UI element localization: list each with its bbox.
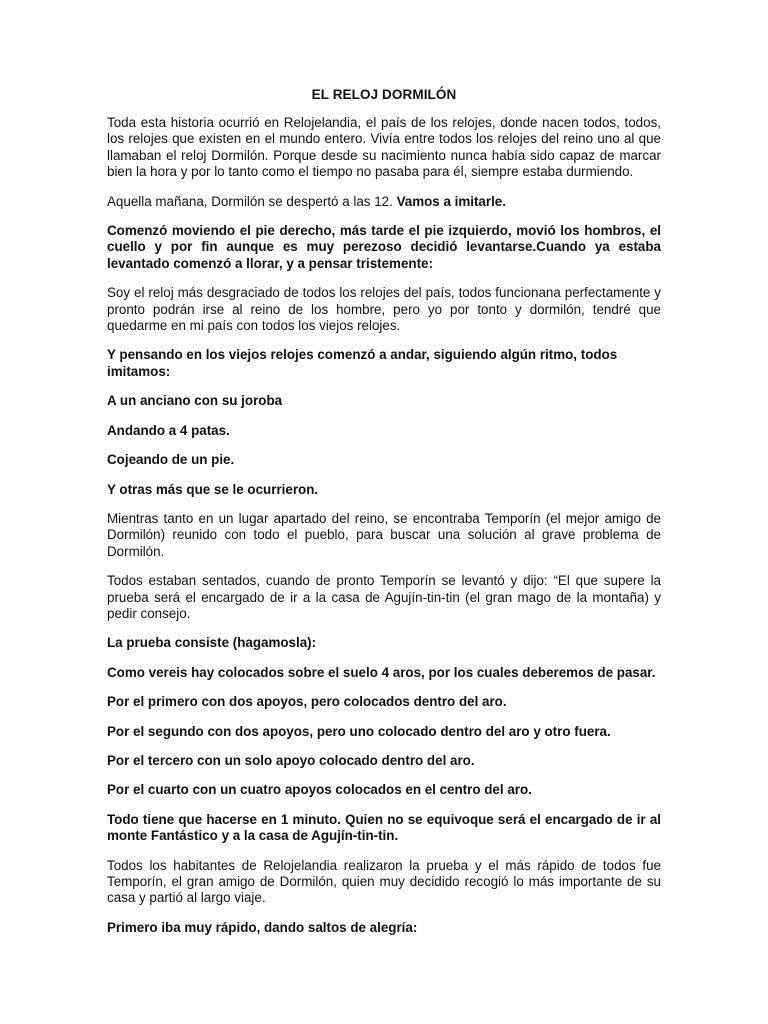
paragraph-hoop-1: Por el primero con dos apoyos, pero colocados dentro del aro. — [107, 694, 507, 710]
paragraph-time-limit: Todo tiene que hacerse en 1 minuto. Quien no se equivoque será el encargado de ir al monte Fantástico y a la casa de Agujín-tin-tin. — [107, 811, 661, 844]
paragraph-wake-up-text: Aquella mañana, Dormilón se despertó a las 12. — [107, 193, 397, 209]
paragraph-test-intro: La prueba consiste (hagamosla): — [107, 635, 317, 651]
paragraph-movement: Comenzó moviendo el pie derecho, más tarde el pie izquierdo, movió los hombros, el cuello y por fin aunque es muy perezoso decidió levantarse.Cuando ya estaba levantado comenzó a llorar, y a pensar tristemente: — [107, 223, 661, 271]
paragraph-elder: A un anciano con su joroba — [107, 393, 283, 409]
paragraph-wake-up — [107, 194, 661, 210]
paragraph-meeting: Todos estaban sentados, cuando de pronto Temporín se levantó y dijo: “El que supere la prueba será el encargado de ir a la casa de Agujín-tin-tin (el gran mago de la montaña) y pedir consejo. — [107, 573, 661, 621]
paragraph-journey: Primero iba muy rápido, dando saltos de alegría: — [107, 919, 418, 935]
document-title: EL RELOJ DORMILÓN — [311, 87, 457, 102]
paragraph-temporin: Mientras tanto en un lugar apartado del reino, se encontraba Temporín (el mejor amigo de Dormilón) reunido con todo el pueblo, para buscar una solución al grave problema de Dormilón. — [107, 510, 661, 559]
document-body — [107, 87, 661, 949]
paragraph-limp: Cojeando de un pie. — [107, 452, 235, 468]
paragraph-intro: Toda esta historia ocurrió en Relojelandia, el país de los relojes, donde nacen todos, todos, los relojes que existen en el mundo entero. Vivía entre todos los relojes del reino uno al que llamaban el reloj Dormilón. Porque desde su nacimiento nunca había sido capaz de marcar bien la hora y por lo tanto como el tiempo no pasaba para él, siempre estaba durmiendo. — [107, 115, 661, 180]
paragraph-hoop-2: Por el segundo con dos apoyos, pero uno colocado dentro del aro y otro fuera. — [107, 723, 611, 739]
paragraph-walk: Y pensando en los viejos relojes comenzó a andar, siguiendo algún ritmo, todos imitamos: — [107, 347, 618, 379]
paragraph-four-legs: Andando a 4 patas. — [107, 422, 230, 438]
paragraph-hoop-4: Por el cuarto con un cuatro apoyos colocados en el centro del aro. — [107, 782, 532, 798]
paragraph-hoops: Como vereis hay colocados sobre el suelo 4 aros, por los cuales deberemos de pasar. — [107, 664, 656, 680]
paragraph-hoop-3: Por el tercero con un solo apoyo colocado dentro del aro. — [107, 752, 475, 768]
paragraph-lament: Soy el reloj más desgraciado de todos los relojes del país, todos funcionana perfectamente y pronto podrán irse al reino de los hombre, pero yo por tonto y dormilón, tendré que quedarme en mi país con todos los viejos relojes. — [107, 285, 661, 334]
paragraph-others: Y otras más que se le ocurrieron. — [107, 481, 319, 497]
paragraph-result: Todos los habitantes de Relojelandia realizaron la prueba y el más rápido de todos fue Temporín, el gran amigo de Dormilón, quien muy decidido recogió lo más importante de su casa y partió al largo viaje. — [107, 857, 661, 906]
paragraph-wake-up-bold: Vamos a imitarle. — [396, 193, 506, 209]
